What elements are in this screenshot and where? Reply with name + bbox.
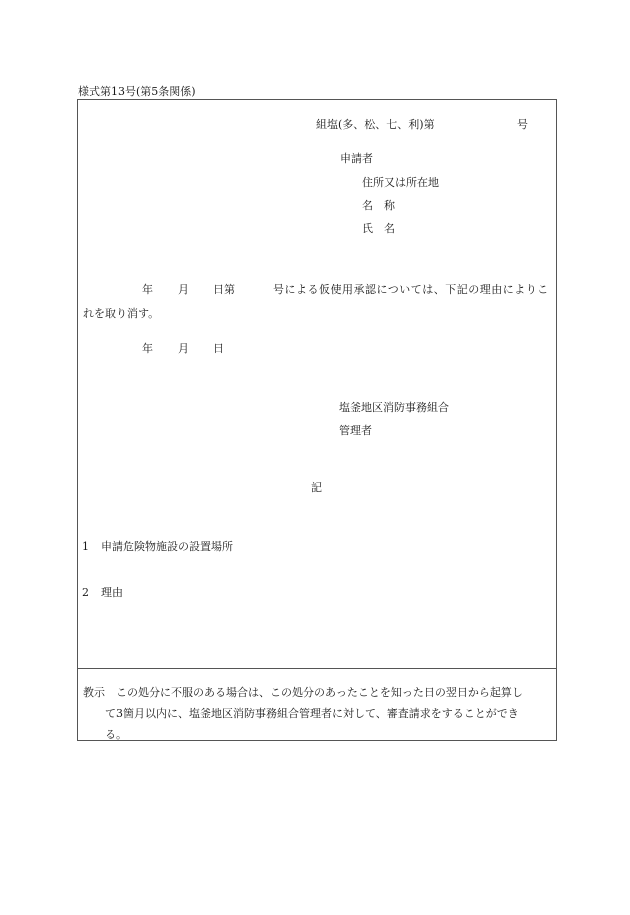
item-2-label: 理由 xyxy=(101,586,123,599)
notice-line-1: 教示 この処分に不服のある場合は、この処分のあったことを知った日の翌日から起算し xyxy=(83,686,523,699)
notice-divider xyxy=(77,668,557,669)
body-year: 年 xyxy=(142,283,153,296)
notice-line-2: て3箇月以内に、塩釜地区消防事務組合管理者に対して、審査請求をすることができ xyxy=(105,707,519,720)
doc-number-prefix: 組塩(多、松、七、利)第 xyxy=(316,118,435,131)
document-frame xyxy=(77,99,557,741)
notice-line-3: る。 xyxy=(105,728,127,741)
address-label: 住所又は所在地 xyxy=(362,176,439,189)
item-1-label: 申請危険物施設の設置場所 xyxy=(101,540,233,553)
issuer-org: 塩釜地区消防事務組合 xyxy=(339,401,449,414)
body-day-no: 日第 xyxy=(213,283,235,296)
item-1-number: 1 xyxy=(82,540,89,553)
issuer-title: 管理者 xyxy=(339,424,372,437)
applicant-title: 申請者 xyxy=(340,152,373,165)
company-name-label: 名 称 xyxy=(362,199,395,212)
form-number: 様式第13号(第5条関係) xyxy=(78,85,196,98)
notice-block xyxy=(83,682,551,745)
body-sentence-1: 号による仮使用承認については、下記の理由によりこ xyxy=(273,283,549,296)
record-mark: 記 xyxy=(311,481,322,494)
body-sentence-2: れを取り消す。 xyxy=(83,307,160,320)
body-month: 月 xyxy=(178,283,189,296)
person-name-label: 氏 名 xyxy=(362,222,395,235)
item-2-number: 2 xyxy=(82,586,89,599)
date-year: 年 xyxy=(142,342,153,355)
date-month: 月 xyxy=(178,342,189,355)
doc-number-suffix: 号 xyxy=(517,118,528,131)
date-day: 日 xyxy=(213,342,224,355)
